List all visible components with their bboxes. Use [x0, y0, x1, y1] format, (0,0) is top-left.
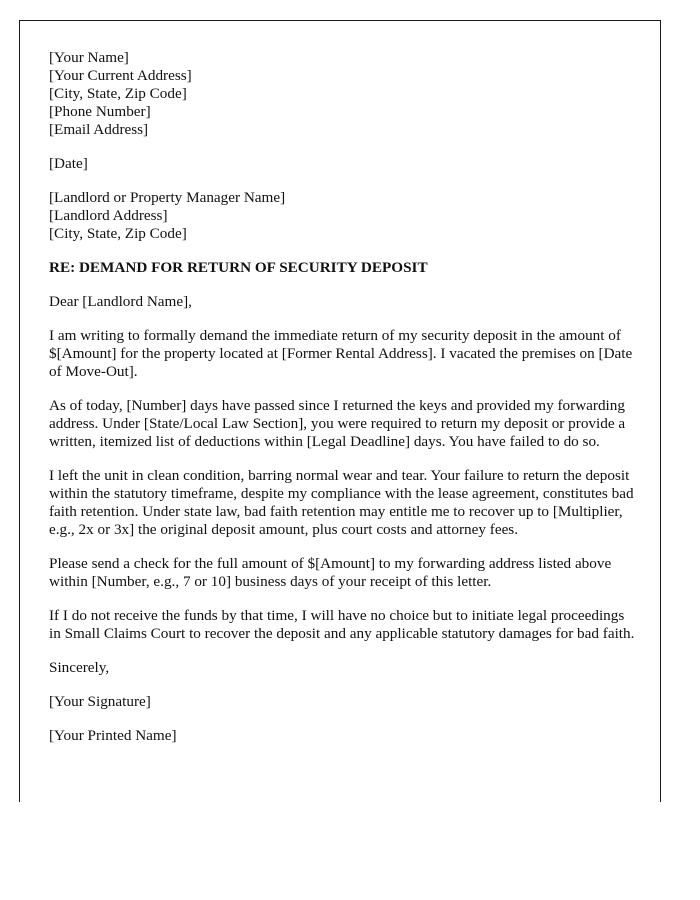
- body-paragraph-1: I am writing to formally demand the immediate return of my security deposit in the amount of $[Amount] for the property located at [Former Rental Address]. I vacated the premises on [Date of Move-Out].: [49, 327, 633, 380]
- body-paragraph-3: I left the unit in clean condition, barring normal wear and tear. Your failure to return the deposit within the statutory timeframe, despite my compliance with the lease agreement, constitutes bad faith retention. Under state law, bad faith retention may entitle me to recover up to [Multiplier, e.g., 2x or 3x] the original deposit amount, plus court costs and attorney fees.: [49, 467, 634, 538]
- subject-line: RE: DEMAND FOR RETURN OF SECURITY DEPOSIT: [49, 259, 428, 276]
- letter-content: [49, 49, 639, 761]
- date-block: [49, 155, 639, 173]
- recipient-address: [Landlord Address]: [49, 207, 168, 224]
- sender-name: [Your Name]: [49, 49, 129, 66]
- signature: [Your Signature]: [49, 693, 151, 710]
- sender-email: [Email Address]: [49, 121, 149, 138]
- sender-city-state-zip: [City, State, Zip Code]: [49, 85, 187, 102]
- sender-block: [49, 49, 639, 139]
- body-paragraph-5: If I do not receive the funds by that time, I will have no choice but to initiate legal proceedings in Small Claims Court to recover the deposit and any applicable statutory damages for bad faith.: [49, 607, 635, 642]
- printed-name: [Your Printed Name]: [49, 727, 177, 744]
- letter-date: [Date]: [49, 155, 88, 172]
- letter-page: [19, 20, 661, 802]
- sender-phone: [Phone Number]: [49, 103, 151, 120]
- recipient-name: [Landlord or Property Manager Name]: [49, 189, 286, 206]
- closing: Sincerely,: [49, 659, 110, 676]
- sender-address: [Your Current Address]: [49, 67, 192, 84]
- body-paragraph-4: Please send a check for the full amount of $[Amount] to my forwarding address listed above within [Number, e.g., 7 or 10] business days of your receipt of this letter.: [49, 555, 612, 590]
- salutation: Dear [Landlord Name],: [49, 293, 192, 310]
- body-paragraph-2: As of today, [Number] days have passed since I returned the keys and provided my forwarding address. Under [State/Local Law Section], you were required to return my deposit or provide a written, itemized list of deductions within [Legal Deadline] days. You have failed to do so.: [49, 397, 626, 450]
- recipient-city-state-zip: [City, State, Zip Code]: [49, 225, 187, 242]
- recipient-block: [49, 189, 639, 243]
